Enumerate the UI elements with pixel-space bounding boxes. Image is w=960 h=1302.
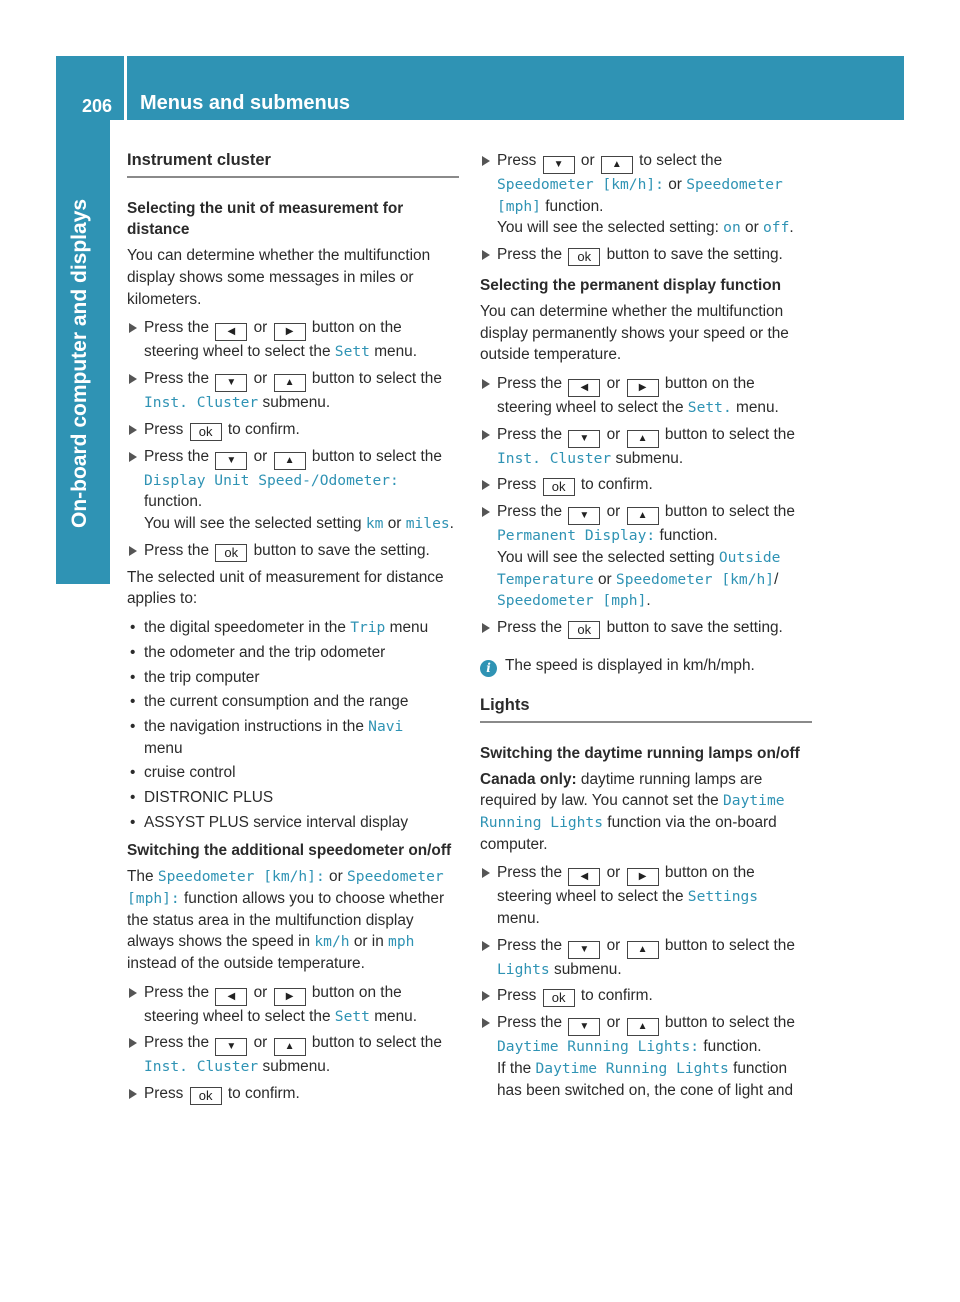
down-arrow-key-icon: ▼ [568, 507, 600, 525]
up-arrow-key-icon: ▲ [627, 430, 659, 448]
display-term: Speedometer [km/h] [615, 570, 775, 588]
subheading-additional-speedometer: Switching the additional speedometer on/off [127, 842, 452, 860]
step-item: Press the ◀ or ▶ button on the steering wheel to select the Sett menu. [127, 317, 459, 363]
display-term: Speedometer [km/h]: [157, 868, 325, 886]
ok-key-icon: ok [190, 423, 222, 441]
ok-key-icon: ok [568, 248, 600, 266]
step-item: Press the ▼ or ▲ button to select the Daytime Running Lights: function. If the Daytime Running Lights function has been switched on, the cone of light and [480, 1012, 812, 1101]
page-number: 206 [82, 96, 113, 116]
right-arrow-key-icon: ▶ [274, 988, 306, 1006]
ok-key-icon: ok [215, 544, 247, 562]
step-item: Press the ◀ or ▶ button on the steering wheel to select the Sett. menu. [480, 373, 812, 419]
subheading-permanent-display: Selecting the permanent display function [480, 277, 782, 295]
down-arrow-key-icon: ▼ [215, 452, 247, 470]
down-arrow-key-icon: ▼ [543, 156, 575, 174]
list-item: • cruise control [127, 762, 459, 784]
display-term: miles [405, 515, 450, 533]
display-term: km [365, 515, 384, 533]
step-item: Press ok to confirm. [127, 1083, 459, 1105]
display-term: Display Unit Speed-/Odometer: [144, 471, 399, 489]
display-term: Speedometer [mph]: [127, 868, 444, 907]
down-arrow-key-icon: ▼ [215, 1038, 247, 1056]
step-item: Press the ▼ or ▲ button to select the Inst. Cluster submenu. [480, 424, 812, 470]
display-term: on [723, 219, 741, 237]
paragraph: The selected unit of measurement for distance applies to: [127, 568, 444, 608]
step-item: Press ok to confirm. [480, 985, 812, 1007]
display-term: mph [388, 933, 415, 951]
up-arrow-key-icon: ▲ [627, 1018, 659, 1036]
down-arrow-key-icon: ▼ [568, 430, 600, 448]
section-heading-lights: Lights [480, 695, 812, 723]
paragraph: You can determine whether the multifunction display permanently shows your speed or the outside temperature. [480, 302, 789, 364]
down-arrow-key-icon: ▼ [215, 374, 247, 392]
step-item: Press the ▼ or ▲ button to select the Inst. Cluster submenu. [127, 1032, 459, 1078]
display-term: Daytime Running Lights [535, 1060, 729, 1078]
left-column [127, 150, 459, 1110]
display-term: Lights [497, 960, 550, 978]
ok-key-icon: ok [543, 989, 575, 1007]
paragraph: Canada only: daytime running lamps are required by law. You cannot set the Daytime Running Lights function via the on-board computer. [480, 770, 785, 853]
display-term: Speedometer [mph] [497, 592, 647, 610]
ok-key-icon: ok [543, 478, 575, 496]
display-term: Trip [350, 619, 386, 637]
left-arrow-key-icon: ◀ [568, 379, 600, 397]
display-term: Daytime Running Lights [480, 792, 785, 831]
up-arrow-key-icon: ▲ [274, 1038, 306, 1056]
display-term: km/h [314, 933, 350, 951]
down-arrow-key-icon: ▼ [568, 1018, 600, 1036]
side-tab-label: On-board computer and displays [68, 198, 91, 528]
display-term: Sett [334, 1007, 370, 1025]
page-title: Menus and submenus [140, 92, 351, 114]
ok-key-icon: ok [568, 621, 600, 639]
left-arrow-key-icon: ◀ [215, 988, 247, 1006]
step-item: Press ok to confirm. [480, 474, 812, 496]
up-arrow-key-icon: ▲ [274, 452, 306, 470]
step-item: Press the ◀ or ▶ button on the steering wheel to select the Settings menu. [480, 862, 812, 929]
step-item: Press ok to confirm. [127, 419, 459, 441]
info-icon: i [480, 660, 497, 677]
list-item: • the current consumption and the range [127, 691, 459, 713]
ok-key-icon: ok [190, 1087, 222, 1105]
display-term: Inst. Cluster [497, 449, 612, 467]
step-item: Press the ok button to save the setting. [480, 244, 812, 266]
up-arrow-key-icon: ▲ [627, 507, 659, 525]
up-arrow-key-icon: ▲ [627, 941, 659, 959]
step-item: Press the ▼ or ▲ button to select the Lights submenu. [480, 935, 812, 981]
subheading-daytime-running-lamps: Switching the daytime running lamps on/off [480, 744, 800, 762]
up-arrow-key-icon: ▲ [274, 374, 306, 392]
step-item: Press the ok button to save the setting. [127, 540, 459, 562]
step-item: Press the ▼ or ▲ button to select the Inst. Cluster submenu. [127, 368, 459, 414]
list-item: • the digital speedometer in the Trip menu [127, 617, 459, 639]
list-item: • ASSYST PLUS service interval display [127, 812, 459, 834]
display-term: Speedometer [mph] [497, 176, 783, 215]
step-item: Press the ◀ or ▶ button on the steering wheel to select the Sett menu. [127, 982, 459, 1028]
list-item: • the odometer and the trip odometer [127, 642, 459, 664]
step-item: Press the ▼ or ▲ button to select the Permanent Display: function. You will see the selected setting Outside Temperature or Speedometer [km/h]/ Speedometer [mph]. [480, 501, 812, 612]
right-arrow-key-icon: ▶ [274, 323, 306, 341]
display-term: Inst. Cluster [144, 1058, 259, 1076]
display-term: Sett. [687, 398, 732, 416]
paragraph: You can determine whether the multifunction display shows some messages in miles or kilometers. [127, 247, 431, 308]
section-heading-instrument-cluster: Instrument cluster [127, 150, 459, 178]
paragraph: The Speedometer [km/h]: or Speedometer [mph]: function allows you to choose whether the status area in the multifunction display always shows the speed in km/h or in mph instead of the outside temperature. [127, 868, 445, 972]
display-term: Outside Temperature [497, 549, 781, 588]
display-term: Settings [687, 888, 759, 906]
display-term: Navi [368, 717, 404, 735]
up-arrow-key-icon: ▲ [601, 156, 633, 174]
step-item: Press ▼ or ▲ to select the Speedometer [km/h]: or Speedometer [mph] function. You will see the selected setting: on or off. [480, 150, 812, 239]
list-item: • the navigation instructions in the Navi menu [127, 716, 459, 759]
display-term: Permanent Display: [497, 527, 656, 545]
list-item: • the trip computer [127, 667, 459, 689]
display-term: off [763, 219, 790, 237]
display-term: Daytime Running Lights: [497, 1038, 700, 1056]
list-item: • DISTRONIC PLUS [127, 787, 459, 809]
display-term: Inst. Cluster [144, 393, 259, 411]
left-arrow-key-icon: ◀ [215, 323, 247, 341]
left-arrow-key-icon: ◀ [568, 868, 600, 886]
subheading-unit-of-measurement: Selecting the unit of measurement for distance [127, 199, 404, 239]
down-arrow-key-icon: ▼ [568, 941, 600, 959]
right-arrow-key-icon: ▶ [627, 379, 659, 397]
step-item: Press the ok button to save the setting. [480, 617, 812, 639]
step-item: Press the ▼ or ▲ button to select the Display Unit Speed-/Odometer: function. You will see the selected setting km or miles. [127, 446, 459, 535]
display-term: Sett [334, 343, 370, 361]
display-term: Speedometer [km/h]: [497, 176, 664, 193]
right-column [480, 150, 812, 1107]
info-note: i The speed is displayed in km/h/mph. [480, 655, 812, 677]
right-arrow-key-icon: ▶ [627, 868, 659, 886]
header-separator [124, 56, 127, 120]
